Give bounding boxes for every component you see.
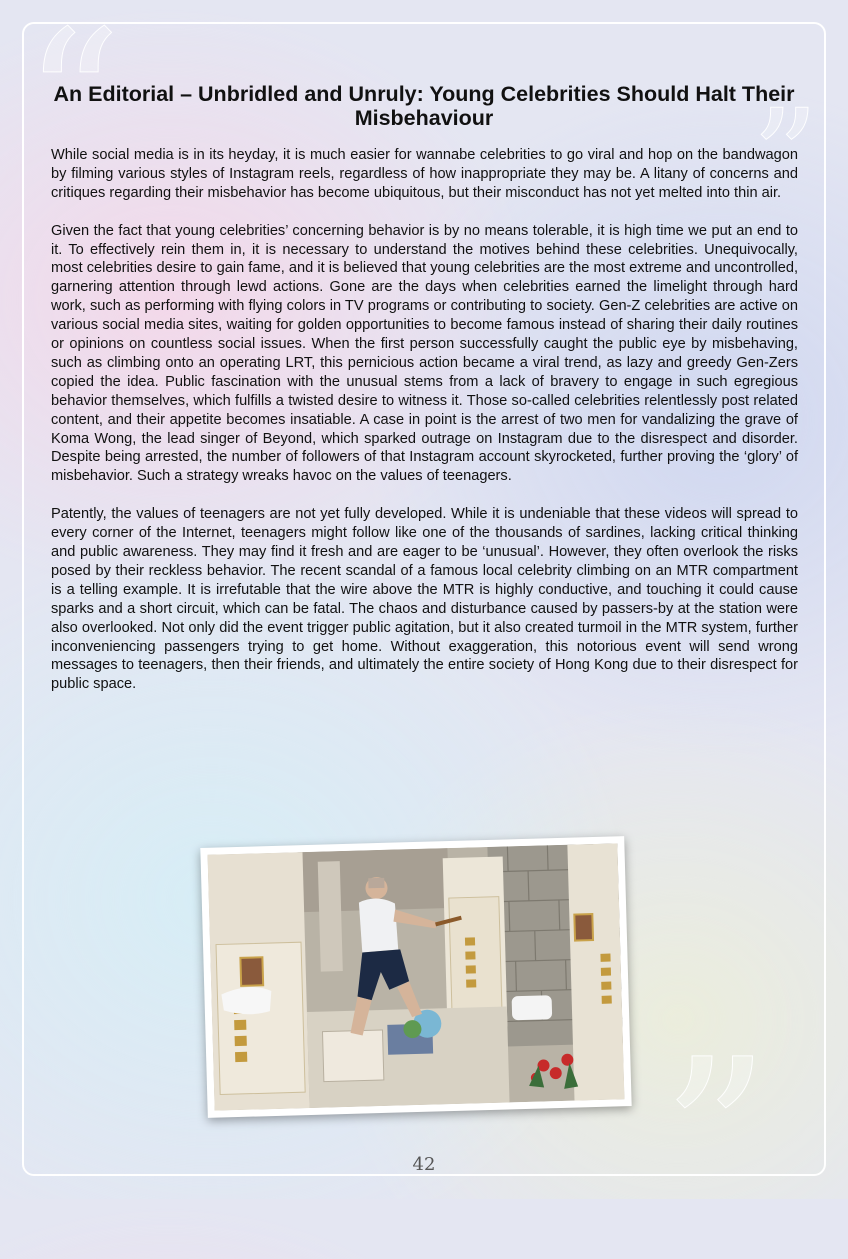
open-quote-decoration: “ — [24, 0, 122, 211]
paragraph-3: Patently, the values of teenagers are not yet fully developed. While it is undeniable that these videos will spread to every corner of the Internet, teenagers might follow like one of the thousands of sardines, lacking critical thinking and public awareness. They may find it fresh and are eager to be ‘unusual’. However, they often overlook the risks posed by their reckless behavior. The recent scandal of a famous local celebrity climbing on an MTR compartment is a telling example. It is irrefutable that the wire above the MTR is highly conductive, and touching it could cause sparks and a short circuit, which can be fatal. The chaos and disturbance caused by passers-by at the station were also overlooked. Not only did the event trigger public agitation, but it also created turmoil in the MTR system, further inconveniencing passengers trying to get home. Without exaggeration, this notorious event will send wrong messages to teenagers, then their friends, and ultimately the entire society of Hong Kong due to their disrespect for public space. — [51, 506, 798, 693]
grave-vandalism-photo — [200, 836, 631, 1118]
close-quote-decoration-top: ” — [752, 81, 819, 233]
editorial-title: An Editorial – Unbridled and Unruly: Young Celebrities Should Halt Their Misbehaviour — [53, 82, 795, 130]
paragraph-2: Given the fact that young celebrities’ concerning behavior is by no means tolerable, it is high time we put an end to it. To effectively rein them in, it is necessary to understand the motives behind these celebrities. Unequivocally, most celebrities desire to gain fame, and it is believed that young celebrities are the most extreme and uncontrolled, garnering attention through lewd actions. Gone are the days when celebrities earned the limelight through hard work, such as performing with flying colors in TV programs or contributing to society. Gen-Z celebrities are active on various social media sites, waiting for golden opportunities to become famous instead of sharing their daily routines or opinions on countless social issues. When the first person successfully caught the public eye by misbehaving, such as climbing onto an operating LRT, this pernicious action became a viral trend, as lazy and greedy Gen-Zers copied the idea. Public fascination with the unusual stems from a lack of bravery to engage in such egregious behavior themselves, which fulfills a twisted desire to witness it. Those so-called celebrities relentlessly post related content, and their appetite becomes insatiable. A case in point is the arrest of two men for vandalizing the grave of Koma Wong, the lead singer of Beyond, which sparked outrage on Instagram due to the disrespect and disorder. Despite being arrested, the number of followers of that Instagram account skyrocketed, further proving the ‘glory’ of misbehavior. Such a strategy wreaks havoc on the values of teenagers. — [51, 222, 798, 485]
page-number: 42 — [412, 1154, 436, 1175]
editorial-body — [51, 146, 798, 713]
close-quote-decoration-bottom: ” — [662, 1014, 770, 1259]
photo-illustration — [208, 843, 625, 1110]
paragraph-1: While social media is in its heyday, it is much easier for wannabe celebrities to go viral and hop on the bandwagon by filming various styles of Instagram reels, regardless of how inappropriate they may be. A litany of concerns and critiques regarding their misbehavior has become ubiquitous, but their misconduct has not yet melted into thin air. — [51, 147, 798, 201]
